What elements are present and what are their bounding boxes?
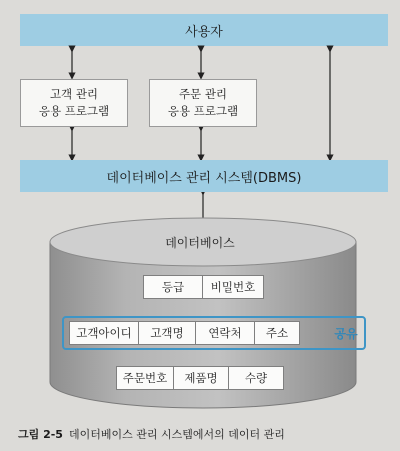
- field-order-number: 주문번호: [116, 366, 174, 390]
- field-product-name: 제품명: [173, 366, 229, 390]
- figure-number: 그림 2-5: [18, 428, 63, 441]
- field-contact: 연락처: [195, 321, 255, 345]
- field-address: 주소: [254, 321, 300, 345]
- field-password: 비밀번호: [202, 275, 264, 299]
- customer-app-line2: 응용 프로그램: [38, 104, 110, 118]
- database-title: 데이터베이스: [165, 236, 235, 250]
- order-app-line2: 응용 프로그램: [167, 104, 239, 118]
- field-quantity: 수량: [228, 366, 284, 390]
- field-grade: 등급: [143, 275, 203, 299]
- dbms-bar-label: 데이터베이스 관리 시스템(DBMS): [106, 170, 302, 186]
- customer-app-line1: 고객 관리: [49, 87, 99, 101]
- user-bar-label: 사용자: [185, 24, 223, 40]
- figure-caption-text: 데이터베이스 관리 시스템에서의 데이터 관리: [68, 428, 285, 441]
- figure-caption: [18, 426, 285, 442]
- order-app-line1: 주문 관리: [178, 87, 228, 101]
- shared-label: 공유: [334, 326, 358, 341]
- field-customer-name: 고객명: [138, 321, 196, 345]
- field-customer-id: 고객아이디: [69, 321, 139, 345]
